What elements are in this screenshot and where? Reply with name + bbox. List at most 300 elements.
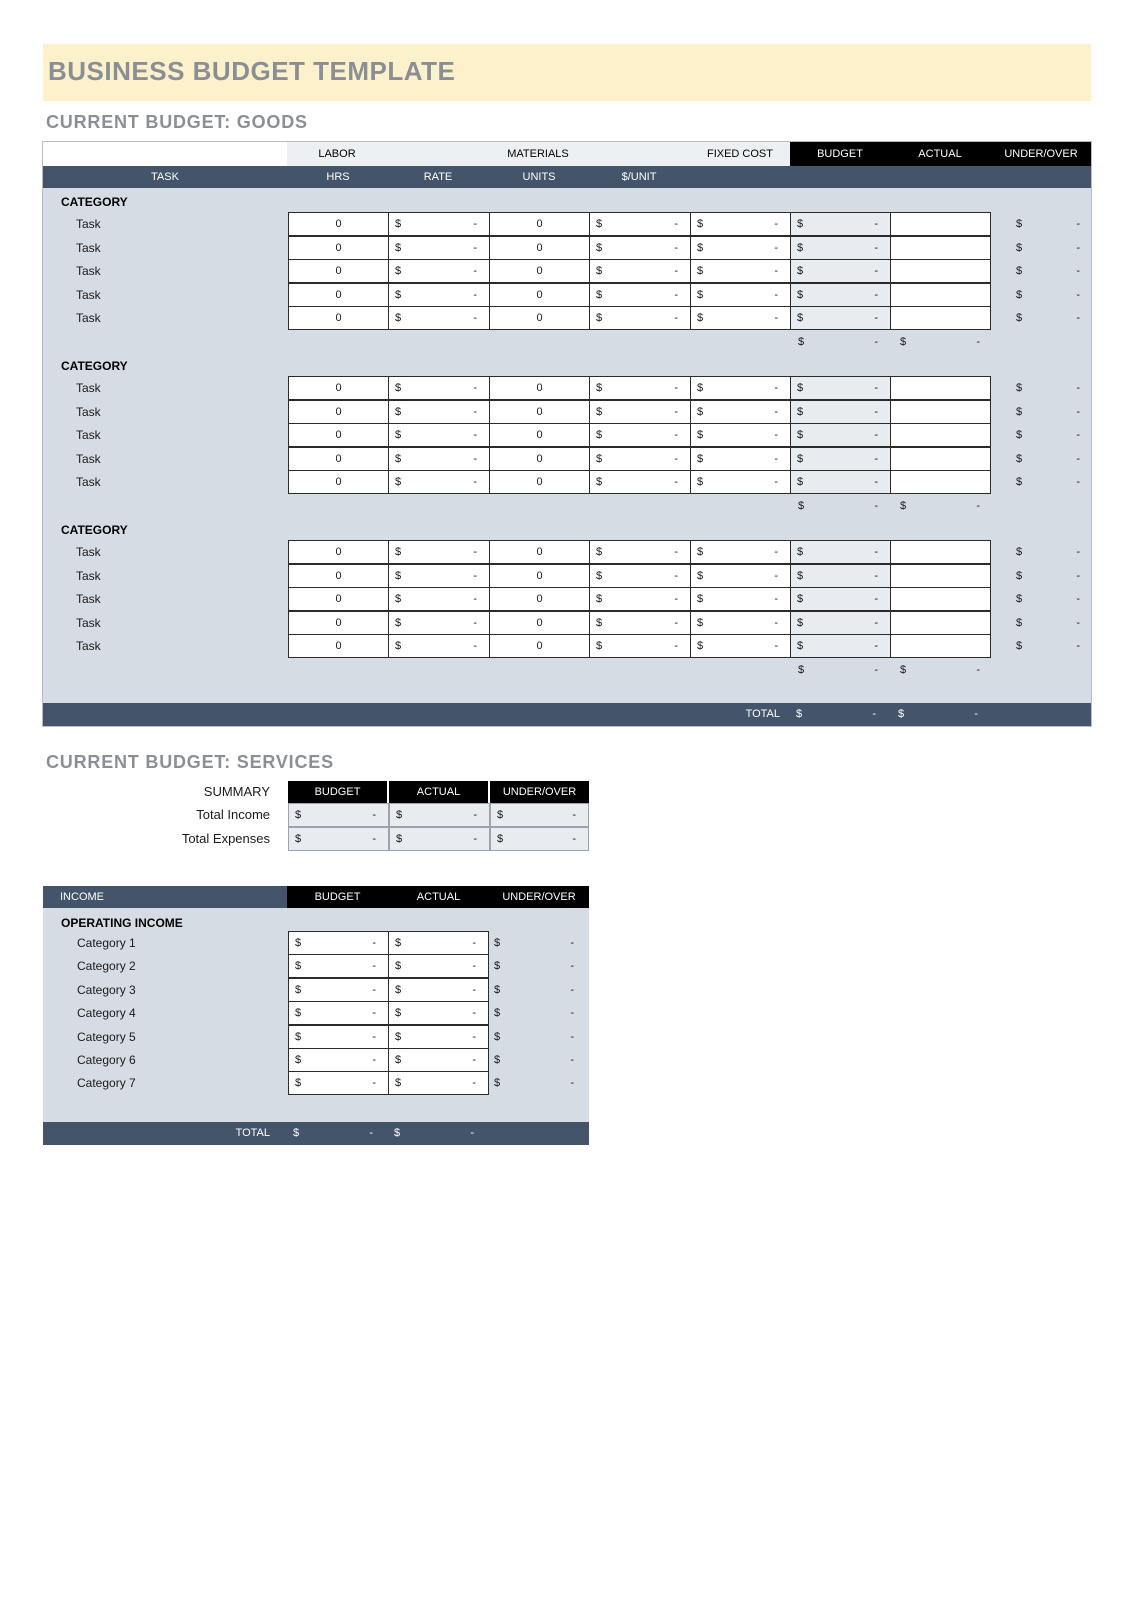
per-unit-cell-value: -: [674, 218, 678, 230]
fixed-cost-cell[interactable]: [690, 611, 791, 635]
summary-value-cell: [389, 803, 490, 827]
per-unit-cell[interactable]: [589, 236, 691, 260]
income-row-label: Category 2: [77, 959, 136, 974]
units-cell[interactable]: 0: [489, 564, 590, 588]
income-budget-cell[interactable]: [288, 954, 389, 978]
goods-total-budget-value: -: [872, 708, 876, 720]
income-row-label: Category 5: [77, 1029, 136, 1044]
fixed-cost-cell-value: -: [774, 569, 778, 582]
currency-symbol: $: [1016, 546, 1023, 558]
currency-symbol: $: [797, 476, 804, 488]
currency-symbol: $: [395, 382, 402, 394]
task-name: Task: [76, 311, 101, 325]
currency-symbol: $: [797, 546, 804, 558]
currency-symbol: $: [697, 288, 704, 301]
hrs-cell[interactable]: 0: [288, 587, 389, 611]
currency-symbol: $: [797, 265, 804, 277]
rate-cell[interactable]: [388, 212, 490, 236]
hrs-cell[interactable]: 0: [288, 470, 389, 494]
units-cell[interactable]: 0: [489, 540, 590, 564]
actual-cell[interactable]: [890, 212, 991, 236]
currency-symbol: $: [395, 1007, 402, 1020]
fixed-cost-cell[interactable]: [690, 564, 791, 588]
currency-symbol: $: [1016, 569, 1023, 582]
income-actual-cell-value: -: [472, 1054, 476, 1066]
hrs-column-header: HRS: [326, 171, 350, 183]
under-over-cell: [1016, 376, 1080, 400]
units-cell[interactable]: 0: [489, 423, 590, 447]
currency-symbol: $: [596, 476, 603, 488]
budget-cell: [790, 259, 891, 283]
actual-cell[interactable]: [890, 423, 991, 447]
currency-symbol: $: [596, 265, 603, 277]
summary-under-over-header: UNDER/OVER: [490, 781, 589, 803]
under-over-cell: [1016, 447, 1080, 471]
fixed-cost-cell-value: -: [774, 640, 778, 652]
per-unit-cell[interactable]: [589, 400, 691, 424]
units-cell[interactable]: 0: [489, 587, 590, 611]
units-cell[interactable]: 0: [489, 376, 590, 400]
income-under-over-cell: [494, 1001, 574, 1025]
budget-cell-value: -: [874, 546, 878, 558]
rate-cell-value: -: [473, 288, 477, 301]
fixed-cost-cell[interactable]: [690, 423, 791, 447]
income-row-label: Category 7: [77, 1076, 136, 1091]
units-cell[interactable]: 0: [489, 306, 590, 330]
income-budget-header: BUDGET: [287, 886, 388, 908]
per-unit-cell[interactable]: [589, 587, 691, 611]
income-budget-cell-value: -: [372, 937, 376, 949]
currency-symbol: $: [596, 241, 603, 254]
fixed-cost-cell[interactable]: [690, 470, 791, 494]
currency-symbol: $: [697, 616, 704, 629]
currency-symbol: $: [395, 476, 402, 488]
income-under-over-cell: [494, 1048, 574, 1072]
currency-symbol: $: [1016, 382, 1023, 394]
actual-cell[interactable]: [890, 447, 991, 471]
under-over-cell-value: -: [1076, 265, 1080, 277]
summary-row-label: Total Income: [196, 807, 270, 822]
income-under-over-cell-value: -: [570, 983, 574, 996]
currency-symbol: $: [395, 1054, 402, 1066]
units-cell[interactable]: 0: [489, 611, 590, 635]
hrs-cell[interactable]: 0: [288, 259, 389, 283]
units-cell[interactable]: 0: [489, 236, 590, 260]
currency-symbol: $: [697, 312, 704, 324]
per-unit-cell-value: -: [674, 312, 678, 324]
currency-symbol: $: [1016, 640, 1023, 652]
income-row-label: Category 6: [77, 1053, 136, 1067]
under-over-cell-value: -: [1076, 241, 1080, 254]
fixed-cost-cell[interactable]: [690, 236, 791, 260]
task-name: Task: [76, 287, 101, 302]
units-cell[interactable]: 0: [489, 212, 590, 236]
income-under-over-cell-value: -: [570, 1077, 574, 1090]
currency-symbol: $: [395, 1030, 402, 1043]
fixed-cost-cell[interactable]: [690, 212, 791, 236]
rate-column-header: RATE: [423, 171, 453, 183]
income-budget-cell[interactable]: [288, 1048, 389, 1072]
income-actual-cell-value: -: [472, 1030, 476, 1043]
currency-symbol: $: [796, 708, 803, 720]
income-budget-cell[interactable]: [288, 978, 389, 1002]
currency-symbol: $: [497, 832, 504, 845]
currency-symbol: $: [1016, 218, 1023, 230]
income-actual-cell[interactable]: [388, 1025, 489, 1049]
per-unit-cell[interactable]: [589, 540, 691, 564]
currency-symbol: $: [697, 546, 704, 558]
currency-symbol: $: [697, 640, 704, 652]
actual-cell[interactable]: [890, 400, 991, 424]
currency-symbol: $: [697, 241, 704, 254]
rate-cell-value: -: [473, 452, 477, 465]
actual-cell[interactable]: [890, 470, 991, 494]
income-total-actual: [394, 1122, 474, 1146]
under-over-cell: [1016, 306, 1080, 330]
rate-cell-value: -: [473, 265, 477, 277]
currency-symbol: $: [494, 937, 501, 949]
goods-total-budget: [796, 703, 876, 727]
fixed-cost-cell-value: -: [774, 265, 778, 277]
rate-cell[interactable]: [388, 283, 490, 307]
rate-cell-value: -: [473, 593, 477, 605]
income-actual-header: ACTUAL: [388, 886, 489, 908]
units-cell[interactable]: 0: [489, 470, 590, 494]
per-unit-cell-value: -: [674, 382, 678, 394]
currency-symbol: $: [697, 569, 704, 582]
rate-cell[interactable]: [388, 400, 490, 424]
rate-cell[interactable]: [388, 634, 490, 658]
hrs-cell[interactable]: 0: [288, 540, 389, 564]
currency-symbol: $: [797, 429, 804, 441]
currency-symbol: $: [596, 593, 603, 605]
income-under-over-cell: [494, 954, 574, 978]
subtotal-actual-value: -: [976, 335, 980, 348]
per-unit-cell[interactable]: [589, 634, 691, 658]
per-unit-cell-value: -: [674, 429, 678, 441]
income-actual-cell[interactable]: [388, 1048, 489, 1072]
actual-cell[interactable]: [890, 611, 991, 635]
currency-symbol: $: [395, 241, 402, 254]
currency-symbol: $: [596, 616, 603, 629]
income-budget-cell[interactable]: [288, 1025, 389, 1049]
income-under-over-cell-value: -: [570, 937, 574, 949]
units-cell[interactable]: 0: [489, 283, 590, 307]
per-unit-cell-value: -: [674, 546, 678, 558]
rate-cell-value: -: [473, 218, 477, 230]
summary-value-cell: [490, 827, 589, 851]
income-actual-cell[interactable]: [388, 1071, 489, 1095]
hrs-cell[interactable]: 0: [288, 212, 389, 236]
currency-symbol: $: [395, 640, 402, 652]
per-unit-cell[interactable]: [589, 306, 691, 330]
currency-symbol: $: [396, 832, 403, 845]
fixed-cost-cell[interactable]: [690, 283, 791, 307]
per-unit-cell[interactable]: [589, 423, 691, 447]
currency-symbol: $: [697, 452, 704, 465]
currency-symbol: $: [596, 429, 603, 441]
per-unit-cell[interactable]: [589, 212, 691, 236]
currency-symbol: $: [797, 616, 804, 629]
currency-symbol: $: [596, 288, 603, 301]
rate-cell[interactable]: [388, 259, 490, 283]
budget-cell-value: -: [874, 241, 878, 254]
rate-cell[interactable]: [388, 423, 490, 447]
currency-symbol: $: [1016, 288, 1023, 301]
currency-symbol: $: [394, 1127, 401, 1139]
currency-symbol: $: [1016, 265, 1023, 277]
income-actual-cell[interactable]: [388, 978, 489, 1002]
per-unit-cell[interactable]: [589, 447, 691, 471]
currency-symbol: $: [1016, 616, 1023, 629]
actual-cell[interactable]: [890, 564, 991, 588]
actual-cell[interactable]: [890, 540, 991, 564]
fixed-cost-cell-value: -: [774, 546, 778, 558]
rate-cell-value: -: [473, 241, 477, 254]
rate-cell[interactable]: [388, 611, 490, 635]
currency-symbol: $: [295, 1054, 302, 1066]
fixed-cost-cell[interactable]: [690, 540, 791, 564]
rate-cell-value: -: [473, 476, 477, 488]
budget-cell-value: -: [874, 452, 878, 465]
income-row-label: Category 1: [77, 936, 136, 950]
rate-cell[interactable]: [388, 376, 490, 400]
currency-symbol: $: [395, 429, 402, 441]
under-over-cell-value: -: [1076, 405, 1080, 418]
currency-symbol: $: [395, 265, 402, 277]
rate-cell[interactable]: [388, 447, 490, 471]
fixed-cost-cell[interactable]: [690, 447, 791, 471]
under-over-cell: [1016, 212, 1080, 236]
hrs-cell[interactable]: 0: [288, 283, 389, 307]
actual-cell[interactable]: [890, 306, 991, 330]
budget-cell-value: -: [874, 476, 878, 488]
currency-symbol: $: [395, 546, 402, 558]
under-over-cell-value: -: [1076, 312, 1080, 324]
income-budget-cell-value: -: [372, 1054, 376, 1066]
task-name: Task: [76, 615, 101, 630]
fixed-cost-cell[interactable]: [690, 400, 791, 424]
under-over-cell: [1016, 423, 1080, 447]
fixed-cost-cell-value: -: [774, 218, 778, 230]
budget-cell: [790, 212, 891, 236]
rate-cell[interactable]: [388, 564, 490, 588]
actual-cell[interactable]: [890, 259, 991, 283]
subtotal-budget: [798, 658, 878, 682]
income-total-budget: [293, 1122, 373, 1146]
per-unit-cell-value: -: [674, 476, 678, 488]
currency-symbol: $: [1016, 312, 1023, 324]
currency-symbol: $: [697, 218, 704, 230]
income-budget-cell[interactable]: [288, 931, 389, 955]
income-row-label: Category 4: [77, 1006, 136, 1021]
per-unit-cell[interactable]: [589, 564, 691, 588]
income-budget-cell[interactable]: [288, 1071, 389, 1095]
currency-symbol: $: [293, 1127, 300, 1139]
task-name: Task: [76, 240, 101, 255]
currency-symbol: $: [697, 593, 704, 605]
currency-symbol: $: [596, 546, 603, 558]
currency-symbol: $: [395, 937, 402, 949]
currency-symbol: $: [494, 960, 501, 973]
income-header-label: INCOME: [60, 891, 104, 903]
currency-symbol: $: [797, 593, 804, 605]
currency-symbol: $: [395, 616, 402, 629]
fixed-cost-cell[interactable]: [690, 634, 791, 658]
currency-symbol: $: [295, 937, 302, 949]
income-actual-cell-value: -: [472, 937, 476, 949]
summary-row-label: Total Expenses: [181, 830, 270, 846]
units-cell[interactable]: 0: [489, 634, 590, 658]
income-budget-cell[interactable]: [288, 1001, 389, 1025]
task-column-header: TASK: [151, 171, 179, 183]
subtotal-budget-value: -: [874, 335, 878, 348]
per-unit-cell-value: -: [674, 288, 678, 301]
hrs-cell[interactable]: 0: [288, 236, 389, 260]
income-actual-cell[interactable]: [388, 1001, 489, 1025]
actual-cell[interactable]: [890, 587, 991, 611]
fixed-cost-cell-value: -: [774, 382, 778, 394]
rate-cell[interactable]: [388, 587, 490, 611]
currency-symbol: $: [898, 708, 905, 720]
income-under-over-cell-value: -: [570, 960, 574, 973]
hrs-cell[interactable]: 0: [288, 447, 389, 471]
goods-total-actual: [898, 703, 978, 727]
subtotal-actual: [900, 494, 980, 518]
under-over-cell: [1016, 634, 1080, 658]
currency-symbol: $: [395, 983, 402, 996]
rate-cell-value: -: [473, 382, 477, 394]
currency-symbol: $: [900, 499, 907, 512]
budget-cell: [790, 470, 891, 494]
task-name: Task: [76, 545, 101, 559]
actual-cell[interactable]: [890, 236, 991, 260]
currency-symbol: $: [596, 569, 603, 582]
per-unit-cell[interactable]: [589, 376, 691, 400]
under-over-cell-value: -: [1076, 218, 1080, 230]
hrs-cell[interactable]: 0: [288, 400, 389, 424]
units-cell[interactable]: 0: [489, 400, 590, 424]
task-name: Task: [76, 592, 101, 606]
under-over-cell-value: -: [1076, 593, 1080, 605]
hrs-cell[interactable]: 0: [288, 634, 389, 658]
currency-symbol: $: [798, 499, 805, 512]
currency-symbol: $: [295, 1030, 302, 1043]
income-under-over-header: UNDER/OVER: [489, 886, 589, 908]
fixed-cost-cell[interactable]: [690, 306, 791, 330]
per-unit-cell[interactable]: [589, 470, 691, 494]
income-under-over-cell-value: -: [570, 1054, 574, 1066]
rate-cell[interactable]: [388, 470, 490, 494]
currency-symbol: $: [395, 569, 402, 582]
currency-symbol: $: [697, 382, 704, 394]
budget-cell: [790, 587, 891, 611]
income-row-label: Category 3: [77, 982, 136, 997]
per-unit-cell[interactable]: [589, 611, 691, 635]
actual-cell[interactable]: [890, 283, 991, 307]
budget-header: BUDGET: [817, 148, 863, 160]
income-budget-cell-value: -: [372, 1077, 376, 1090]
per-unit-cell[interactable]: [589, 259, 691, 283]
under-over-cell-value: -: [1076, 382, 1080, 394]
per-unit-cell-value: -: [674, 569, 678, 582]
income-actual-cell[interactable]: [388, 931, 489, 955]
currency-symbol: $: [395, 288, 402, 301]
budget-cell: [790, 611, 891, 635]
rate-cell[interactable]: [388, 306, 490, 330]
currency-symbol: $: [797, 569, 804, 582]
under-over-cell-value: -: [1076, 640, 1080, 652]
units-cell[interactable]: 0: [489, 259, 590, 283]
currency-symbol: $: [900, 335, 907, 348]
goods-total-actual-value: -: [974, 708, 978, 720]
currency-symbol: $: [798, 663, 805, 676]
rate-cell[interactable]: [388, 236, 490, 260]
goods-section-title: CURRENT BUDGET: GOODS: [46, 112, 308, 132]
task-name: Task: [76, 404, 101, 419]
category-label: CATEGORY: [61, 523, 128, 537]
per-unit-cell-value: -: [674, 640, 678, 652]
actual-cell[interactable]: [890, 634, 991, 658]
per-unit-cell[interactable]: [589, 283, 691, 307]
currency-symbol: $: [295, 983, 302, 996]
summary-value: -: [372, 809, 376, 821]
fixed-cost-cell[interactable]: [690, 376, 791, 400]
income-total-actual-value: -: [470, 1127, 474, 1139]
summary-value-cell: [288, 827, 389, 851]
currency-symbol: $: [494, 1030, 501, 1043]
fixed-cost-cell-value: -: [774, 616, 778, 629]
currency-symbol: $: [395, 452, 402, 465]
income-budget-cell-value: -: [372, 960, 376, 973]
currency-symbol: $: [797, 382, 804, 394]
services-section-title: CURRENT BUDGET: SERVICES: [46, 752, 334, 772]
summary-value: -: [572, 832, 576, 845]
summary-value: -: [572, 809, 576, 821]
income-under-over-cell-value: -: [570, 1007, 574, 1020]
hrs-cell[interactable]: 0: [288, 306, 389, 330]
summary-budget-header: BUDGET: [288, 781, 387, 803]
fixed-cost-cell[interactable]: [690, 259, 791, 283]
summary-value: -: [473, 809, 477, 821]
units-cell[interactable]: 0: [489, 447, 590, 471]
rate-cell-value: -: [473, 312, 477, 324]
under-over-cell-value: -: [1076, 452, 1080, 465]
task-name: Task: [76, 475, 101, 489]
budget-cell: [790, 376, 891, 400]
fixed-cost-cell-value: -: [774, 405, 778, 418]
currency-symbol: $: [1016, 241, 1023, 254]
income-actual-cell[interactable]: [388, 954, 489, 978]
category-label: CATEGORY: [61, 359, 128, 373]
currency-symbol: $: [295, 1007, 302, 1020]
income-actual-cell-value: -: [472, 1077, 476, 1090]
currency-symbol: $: [295, 809, 302, 821]
budget-cell-value: -: [874, 218, 878, 230]
fixed-cost-cell[interactable]: [690, 587, 791, 611]
rate-cell-value: -: [473, 569, 477, 582]
currency-symbol: $: [797, 312, 804, 324]
rate-cell[interactable]: [388, 540, 490, 564]
actual-cell[interactable]: [890, 376, 991, 400]
hrs-cell[interactable]: 0: [288, 376, 389, 400]
under-over-cell: [1016, 259, 1080, 283]
hrs-cell[interactable]: 0: [288, 423, 389, 447]
currency-symbol: $: [596, 218, 603, 230]
income-actual-cell-value: -: [472, 960, 476, 973]
hrs-cell[interactable]: 0: [288, 611, 389, 635]
hrs-cell[interactable]: 0: [288, 564, 389, 588]
